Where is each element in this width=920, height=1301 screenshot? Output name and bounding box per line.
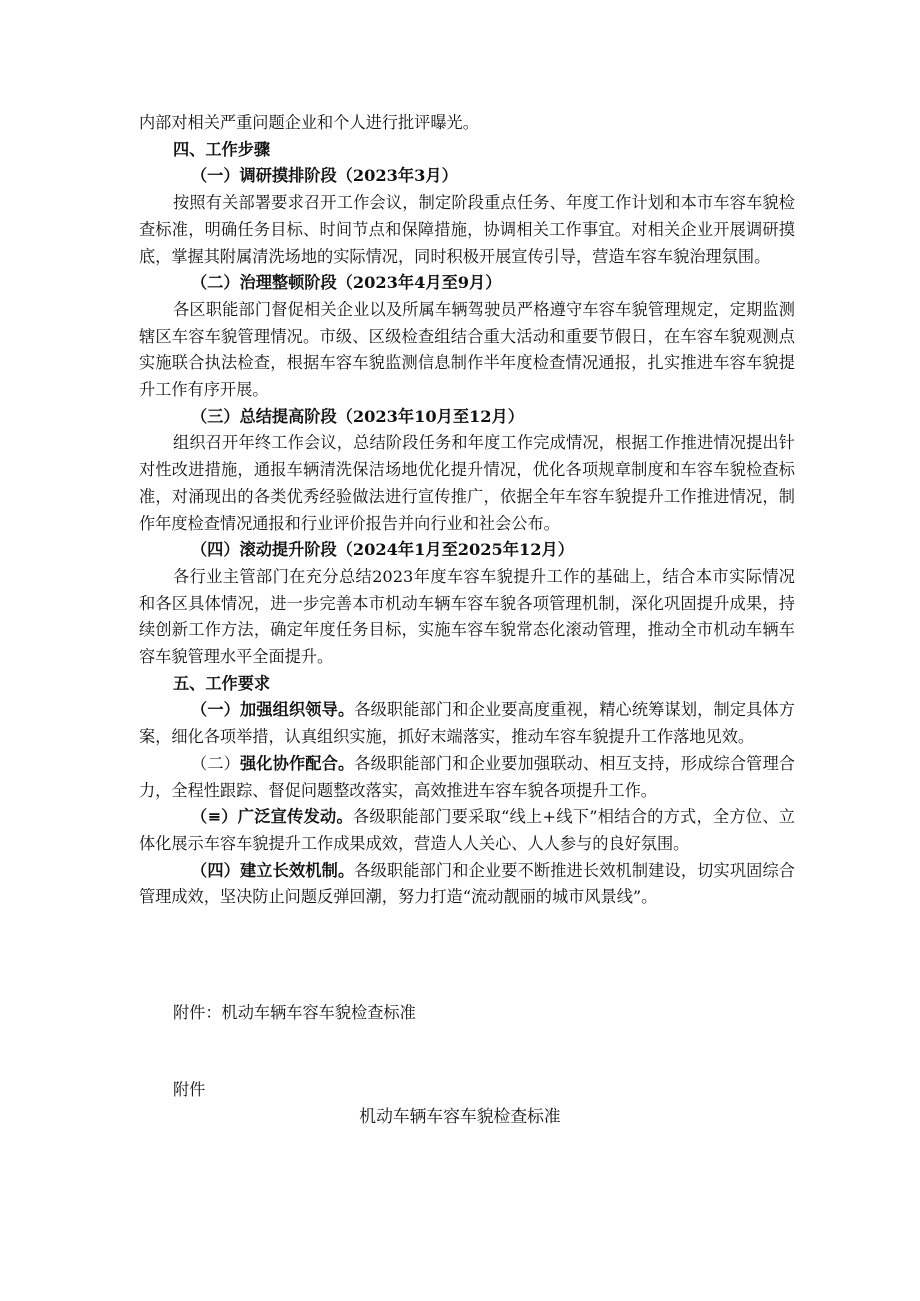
requirement-2 — [139, 751, 795, 804]
requirement-2-number: （二） — [191, 753, 240, 773]
stage-4-heading: （四）滚动提升阶段（2024年1月至2025年12月） — [191, 540, 574, 560]
requirement-1-lead: （一）加强组织领导。 — [191, 700, 355, 720]
requirement-4-body: 各级职能部门和企业要不断推进长效机制建设，切实巩固综合管理成效，坚决防止问题反弹回潮，努力打造“流动靓丽的城市风景线”。 — [139, 860, 795, 907]
attachment-note: 附件：机动车辆车容车貌检查标准 — [173, 1003, 416, 1022]
stage-3-heading: （三）总结提高阶段（2023年10月至12月） — [191, 406, 524, 426]
requirement-2-lead: 强化协作配合。 — [239, 753, 355, 773]
attachment-title: 机动车辆车容车貌检查标准 — [359, 1106, 561, 1126]
requirement-4-lead: （四）建立长效机制。 — [191, 860, 355, 880]
stage-1-heading: （一）调研摸排阶段（2023年3月） — [191, 166, 458, 186]
requirement-1 — [139, 697, 795, 750]
stage-4-body: 各行业主管部门在充分总结2023年度车容车貌提升工作的基础上，结合本市实际情况和各区具体情况，进一步完善本市机动车辆车容车貌各项管理机制，深化巩固提升成果，持续创新工作方法，确定年度任务目标，实施车容车貌常态化滚动管理，推动全市机动车辆车容车貌管理水平全面提升。 — [139, 566, 795, 667]
stage-1-body: 按照有关部署要求召开工作会议，制定阶段重点任务、年度工作计划和本市车容车貌检查标准，明确任务目标、时间节点和保障措施，协调相关工作事宜。对相关企业开展调研摸底，掌握其附属清洗场地的实际情况，同时积极开展宣传引导，营造车容车貌治理氛围。 — [139, 193, 795, 266]
requirement-3 — [139, 804, 795, 857]
requirement-3-body: 各级职能部门要采取“线上+线下”相结合的方式，全方位、立体化展示车容车貌提升工作成果成效，营造人人关心、人人参与的良好氛围。 — [139, 807, 795, 853]
requirement-2-body: 各级职能部门和企业要加强联动、相互支持，形成综合管理合力，全程性跟踪、督促问题整改落实，高效推进车容车貌各项提升工作。 — [139, 753, 795, 800]
stage-2-body: 各区职能部门督促相关企业以及所属车辆驾驶员严格遵守车容车貌管理规定，定期监测辖区车容车貌管理情况。市级、区级检查组结合重大活动和重要节假日，在车容车貌观测点实施联合执法检查，根据车容车貌监测信息制作半年度检查情况通报，扎实推进车容车貌提升工作有序开展。 — [139, 299, 795, 400]
section-heading-work-requirements: 五、工作要求 — [173, 673, 271, 693]
requirement-3-lead: （≡）广泛宣传发动。 — [191, 807, 353, 827]
stage-3-body: 组织召开年终工作会议，总结阶段任务和年度工作完成情况，根据工作推进情况提出针对性改进措施，通报车辆清洗保洁场地优化提升情况，优化各项规章制度和车容车貌检查标准，对涌现出的各类优秀经验做法进行宣传推广，依据全年车容车貌提升工作推进情况，制作年度检查情况通报和行业评价报告并向行业和社会公布。 — [139, 433, 795, 533]
stage-2-heading: （二）治理整顿阶段（2023年4月至9月） — [191, 273, 502, 293]
attachment-label: 附件 — [173, 1080, 206, 1099]
document-body — [139, 110, 795, 911]
requirement-1-body: 各级职能部门和企业要高度重视，精心统筹谋划，制定具体方案，细化各项举措，认真组织实施，抓好末端落实，推动车容车貌提升工作落地见效。 — [139, 700, 795, 747]
requirement-4 — [139, 858, 795, 911]
section-heading-work-steps: 四、工作步骤 — [173, 139, 271, 159]
paragraph-continuation: 内部对相关严重问题企业和个人进行批评曝光。 — [139, 113, 479, 132]
